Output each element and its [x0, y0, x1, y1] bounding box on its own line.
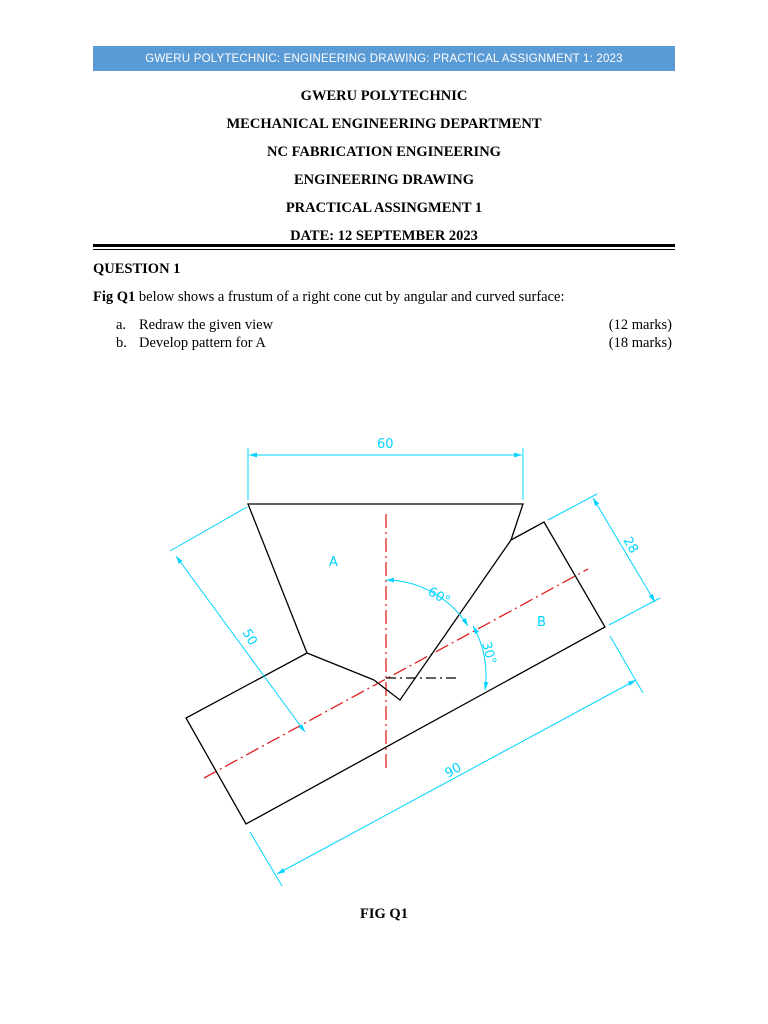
dim-90-ext-left: [250, 832, 282, 886]
cylinder-outline: [186, 522, 605, 824]
dim-50-ext-top: [170, 507, 247, 551]
program-heading: NC FABRICATION ENGINEERING: [267, 144, 501, 160]
task-text: Redraw the given view: [139, 317, 274, 333]
part-b-label: B: [537, 615, 546, 630]
dim-50-line: [176, 556, 305, 732]
angle-30-label: 30°: [478, 640, 499, 667]
subject-heading: ENGINEERING DRAWING: [293, 172, 475, 188]
task-letter: b.: [116, 335, 127, 351]
dim-28-ext-top: [548, 494, 597, 520]
question-title: QUESTION 1: [93, 261, 181, 277]
assignment-heading: PRACTICAL ASSINGMENT 1: [285, 200, 483, 216]
department-heading: MECHANICAL ENGINEERING DEPARTMENT: [226, 116, 542, 132]
institution-heading: GWERU POLYTECHNIC: [300, 88, 468, 104]
task-marks: (18 marks): [608, 335, 672, 351]
intro-text: below shows a frustum of a right cone cut by angular and curved surface:: [135, 289, 565, 305]
date-heading: DATE: 12 SEPTEMBER 2023: [290, 228, 478, 244]
cone-right-edge: [374, 540, 511, 700]
task-text: Develop pattern for A: [139, 335, 266, 351]
dim-60-label: 60: [377, 437, 394, 452]
task-marks: (12 marks): [608, 317, 672, 333]
dim-28-label: 28: [619, 534, 641, 557]
part-a-label: A: [329, 555, 338, 570]
figure-caption: FIG Q1: [360, 906, 408, 922]
figure-reference: Fig Q1: [93, 289, 136, 305]
dim-90-ext-right: [610, 636, 643, 693]
dim-50-label: 50: [238, 626, 260, 649]
dim-28-ext-bottom: [609, 598, 660, 625]
angle-60-label: 60°: [425, 584, 453, 609]
header-banner: GWERU POLYTECHNIC: ENGINEERING DRAWING: PRACTICAL ASSIGNMENT 1: 2023: [93, 46, 675, 71]
task-letter: a.: [116, 317, 127, 333]
dim-90-label: 90: [442, 760, 465, 782]
dim-28-line: [593, 498, 655, 602]
